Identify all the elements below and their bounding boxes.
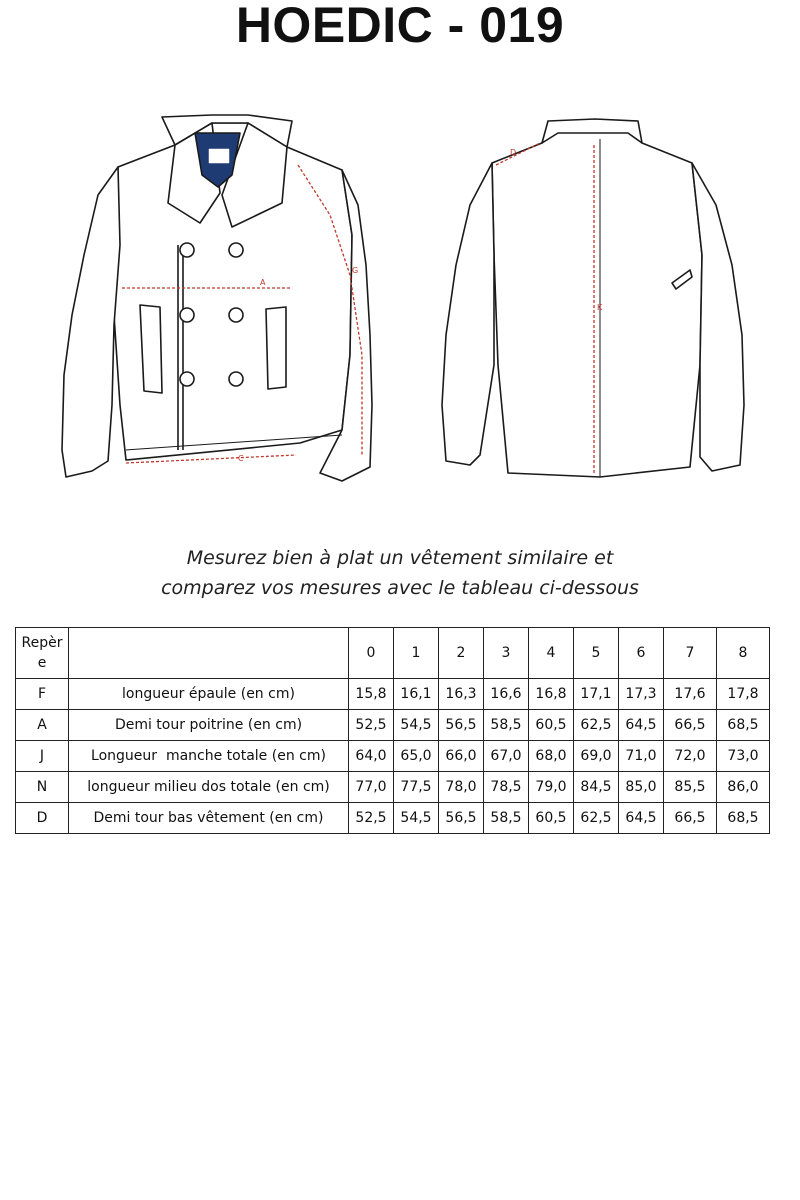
size-header: 6 [619,628,664,679]
row-value: 85,0 [619,772,664,803]
row-value: 17,1 [574,679,619,710]
row-value: 58,5 [484,803,529,834]
row-value: 16,8 [529,679,574,710]
row-mark: J [16,741,69,772]
row-value: 79,0 [529,772,574,803]
row-value: 56,5 [439,803,484,834]
measure-label-a: A [260,278,266,287]
row-label: longueur épaule (en cm) [69,679,349,710]
row-value: 66,0 [439,741,484,772]
row-value: 68,5 [717,803,770,834]
row-value: 78,0 [439,772,484,803]
row-mark: A [16,710,69,741]
row-label: Longueur manche totale (en cm) [69,741,349,772]
label-header [69,628,349,679]
size-header: 1 [394,628,439,679]
measure-label-d: D [510,148,517,157]
row-value: 68,0 [529,741,574,772]
size-header: 3 [484,628,529,679]
row-mark: N [16,772,69,803]
table-row [16,710,770,741]
row-value: 68,5 [717,710,770,741]
measurement-instructions [0,543,800,603]
table-header-row [16,628,770,679]
table-row [16,803,770,834]
row-value: 84,5 [574,772,619,803]
page-title: HOEDIC - 019 [235,0,565,53]
size-header: 8 [717,628,770,679]
row-value: 58,5 [484,710,529,741]
row-value: 62,5 [574,803,619,834]
row-value: 62,5 [574,710,619,741]
row-value: 64,5 [619,803,664,834]
row-label: Demi tour poitrine (en cm) [69,710,349,741]
row-value: 60,5 [529,803,574,834]
measure-label-k: K [597,303,603,312]
size-header: 0 [349,628,394,679]
row-value: 73,0 [717,741,770,772]
row-value: 77,0 [349,772,394,803]
size-header: 7 [664,628,717,679]
size-header: 2 [439,628,484,679]
mark-header: Repère [16,628,69,679]
row-value: 66,5 [664,803,717,834]
size-chart-table [15,627,770,834]
row-value: 17,8 [717,679,770,710]
row-value: 17,3 [619,679,664,710]
row-value: 16,6 [484,679,529,710]
row-value: 16,3 [439,679,484,710]
row-value: 77,5 [394,772,439,803]
row-value: 64,5 [619,710,664,741]
table-row [16,741,770,772]
row-value: 56,5 [439,710,484,741]
measure-label-c: C [238,454,244,463]
row-value: 66,5 [664,710,717,741]
row-mark: F [16,679,69,710]
jacket-back-view [442,119,744,477]
jacket-diagram [0,105,800,495]
row-value: 52,5 [349,803,394,834]
row-value: 16,1 [394,679,439,710]
label-tag [209,149,229,163]
row-value: 69,0 [574,741,619,772]
row-value: 85,5 [664,772,717,803]
size-header: 4 [529,628,574,679]
jacket-front-view [62,115,372,481]
row-value: 17,6 [664,679,717,710]
row-label: longueur milieu dos totale (en cm) [69,772,349,803]
row-value: 71,0 [619,741,664,772]
row-value: 60,5 [529,710,574,741]
row-value: 15,8 [349,679,394,710]
table-row [16,679,770,710]
row-value: 54,5 [394,803,439,834]
row-mark: D [16,803,69,834]
row-value: 64,0 [349,741,394,772]
row-value: 72,0 [664,741,717,772]
table-row [16,772,770,803]
row-value: 54,5 [394,710,439,741]
row-value: 78,5 [484,772,529,803]
instructions-line-1: Mesurez bien à plat un vêtement similaire et [186,547,614,569]
row-value: 65,0 [394,741,439,772]
measure-label-g: G [352,266,359,275]
instructions-line-2: comparez vos mesures avec le tableau ci-dessous [161,577,639,599]
row-value: 52,5 [349,710,394,741]
row-label: Demi tour bas vêtement (en cm) [69,803,349,834]
size-header: 5 [574,628,619,679]
row-value: 86,0 [717,772,770,803]
row-value: 67,0 [484,741,529,772]
